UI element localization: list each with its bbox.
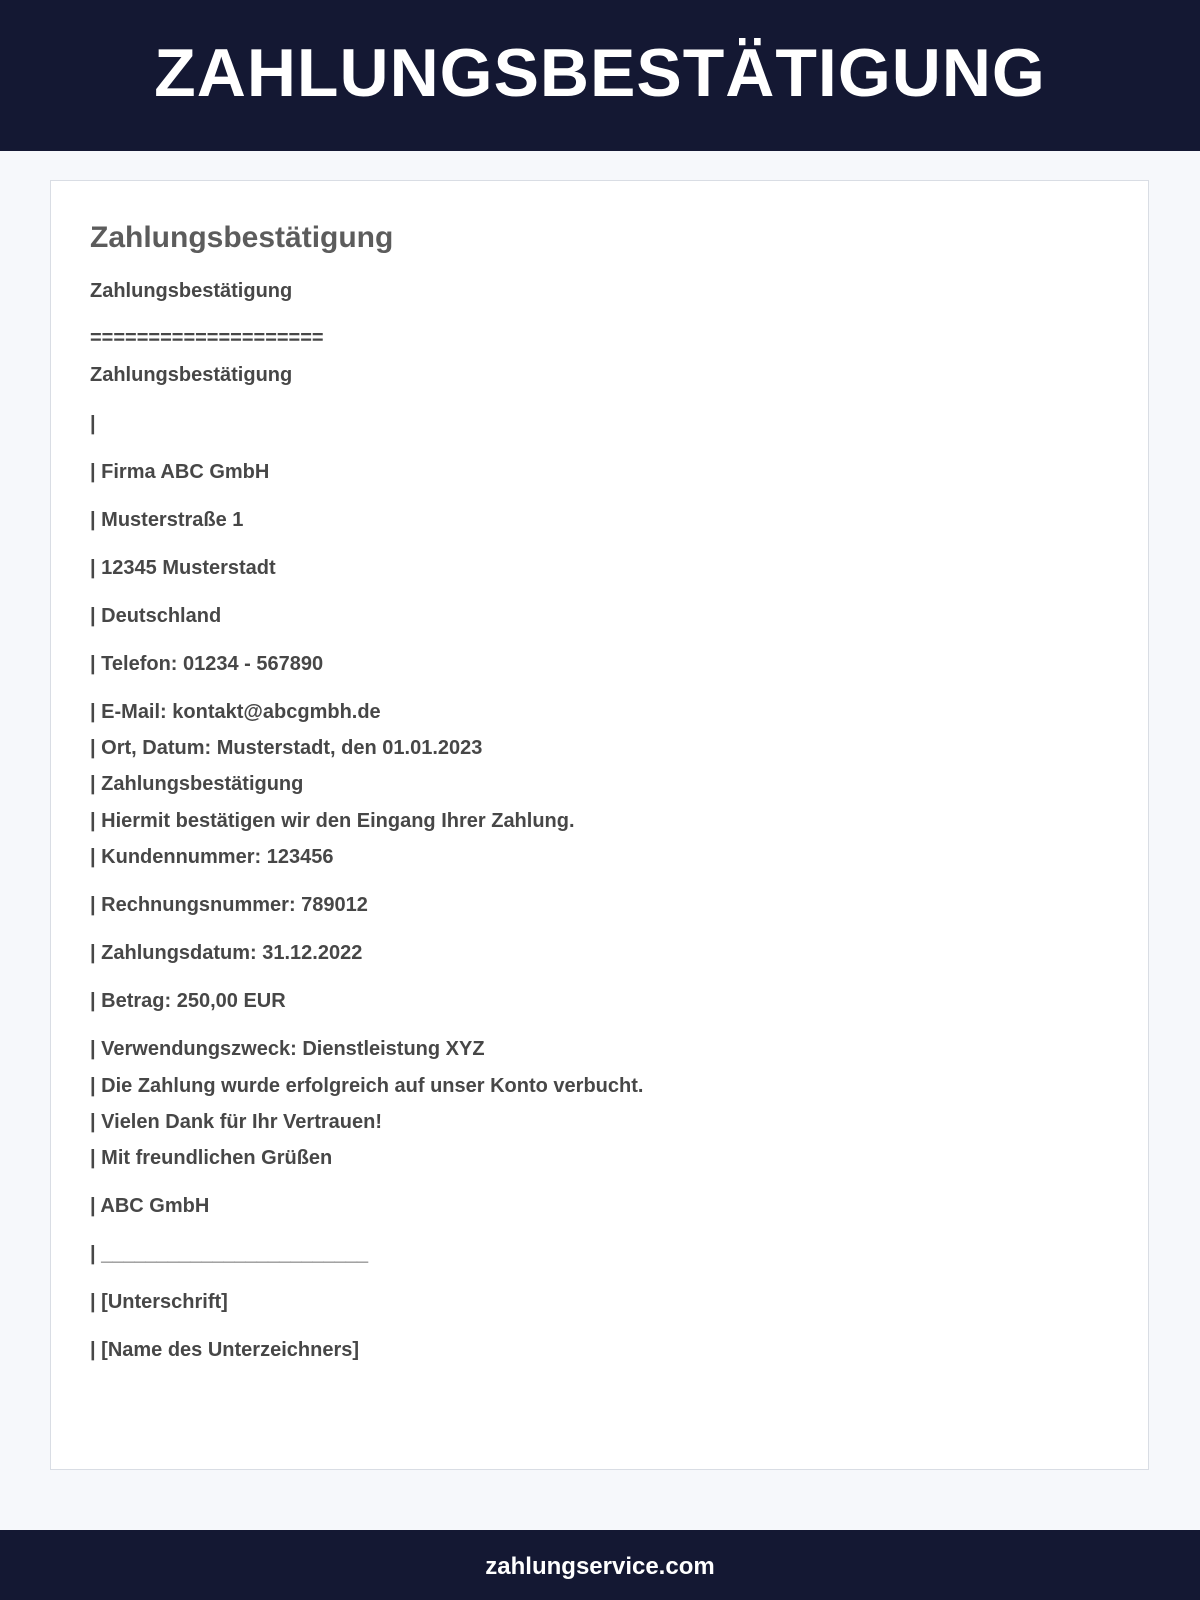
document-heading: Zahlungsbestätigung — [90, 221, 394, 254]
signature-line: | ________________________ — [90, 1243, 369, 1265]
page-footer — [0, 1530, 1200, 1600]
document-line: | Betrag: 250,00 EUR — [90, 990, 286, 1012]
document-line: | [Name des Unterzeichners] — [90, 1339, 360, 1361]
document-line: ==================== — [90, 327, 324, 349]
document-line: | Vielen Dank für Ihr Vertrauen! — [90, 1111, 382, 1133]
document-line: | Zahlungsbestätigung — [90, 773, 304, 795]
document-line: | Ort, Datum: Musterstadt, den 01.01.2023 — [90, 737, 483, 759]
document-line: | — [90, 413, 96, 435]
document-line: | Kundennummer: 123456 — [90, 846, 334, 868]
page-title: ZAHLUNGSBESTÄTIGUNG — [154, 34, 1046, 111]
document-line: | Mit freundlichen Grüßen — [90, 1147, 333, 1169]
document-line: Zahlungsbestätigung — [90, 364, 293, 386]
document-line: Zahlungsbestätigung — [90, 280, 293, 302]
footer-site: zahlungservice.com — [485, 1553, 715, 1580]
document-line: | Die Zahlung wurde erfolgreich auf unser Konto verbucht. — [90, 1075, 644, 1097]
document-line: | Deutschland — [90, 605, 222, 627]
document-line: | ABC GmbH — [90, 1195, 210, 1217]
document-line: | E-Mail: kontakt@abcgmbh.de — [90, 701, 381, 723]
document-line: | Musterstraße 1 — [90, 509, 244, 531]
document-line: | Hiermit bestätigen wir den Eingang Ihrer Zahlung. — [90, 810, 575, 832]
document-line: | Zahlungsdatum: 31.12.2022 — [90, 942, 363, 964]
document-line: | Firma ABC GmbH — [90, 461, 270, 483]
page-header — [0, 0, 1200, 151]
document-line: | Verwendungszweck: Dienstleistung XYZ — [90, 1038, 485, 1060]
document-card — [50, 180, 1149, 1470]
document-line: | Telefon: 01234 - 567890 — [90, 653, 324, 675]
document-line: | [Unterschrift] — [90, 1291, 228, 1313]
document-line: | Rechnungsnummer: 789012 — [90, 894, 368, 916]
document-line: | 12345 Musterstadt — [90, 557, 276, 579]
